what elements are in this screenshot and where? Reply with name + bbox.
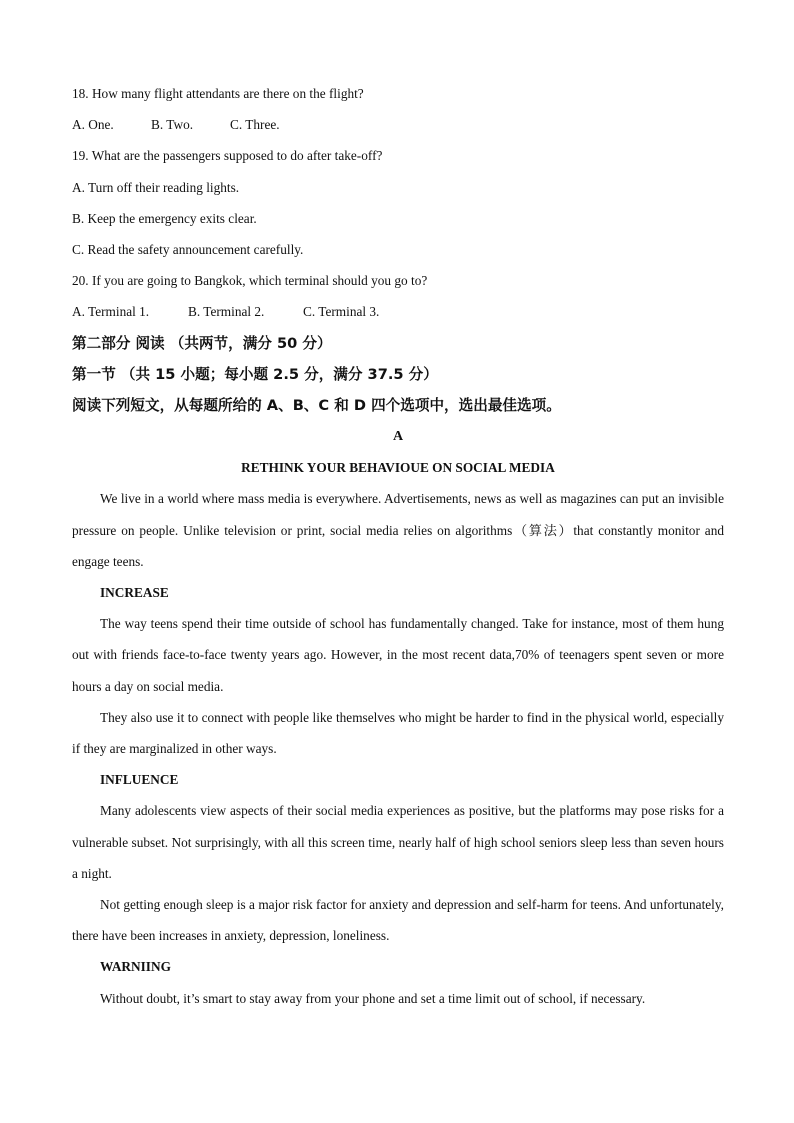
influence-paragraph-1: Many adolescents view aspects of their social media experiences as positive, but the platforms may pose risks for a vulnerable subset. Not surprisingly, with all this screen time, nearly half of high school seniors sleep less than seven hours a night. bbox=[72, 803, 724, 881]
section-heading-influence: INFLUENCE bbox=[100, 772, 179, 788]
question-19-option-b: B. Keep the emergency exits clear. bbox=[72, 210, 257, 226]
question-19-stem: 19. What are the passengers supposed to do after take-off? bbox=[72, 148, 383, 164]
question-18-option-b: B. Two. bbox=[151, 117, 194, 133]
passage-title: RETHINK YOUR BEHAVIOUE ON SOCIAL MEDIA bbox=[241, 460, 555, 476]
document-page bbox=[72, 78, 724, 1014]
section-sub-title: 第一节 （共 15 小题；每小题 2.5 分，满分 37.5 分） bbox=[72, 365, 438, 383]
section-heading-warning: WARNIING bbox=[100, 959, 171, 975]
question-20-option-b: B. Terminal 2. bbox=[188, 304, 265, 320]
increase-paragraph-1: The way teens spend their time outside of school has fundamentally changed. Take for instance, most of them hung out with friends face-to-face twenty years ago. However, in the most recent data,70% of teenagers spent seven or more hours a day on social media. bbox=[72, 616, 724, 694]
increase-paragraph-2: They also use it to connect with people like themselves who might be harder to find in the physical world, especially if they are marginalized in other ways. bbox=[72, 709, 724, 757]
question-20-option-c: C. Terminal 3. bbox=[303, 304, 380, 320]
question-20-option-a: A. Terminal 1. bbox=[72, 304, 150, 320]
passage-letter: A bbox=[392, 429, 404, 445]
warning-paragraph-1: Without doubt, it’s smart to stay away from your phone and set a time limit out of school, if necessary. bbox=[100, 990, 646, 1006]
question-18-options bbox=[72, 109, 724, 140]
question-20-options bbox=[72, 296, 724, 327]
question-18-option-c: C. Three. bbox=[230, 117, 280, 133]
question-19-option-a: A. Turn off their reading lights. bbox=[72, 179, 240, 195]
question-18-option-a: A. One. bbox=[72, 117, 114, 133]
question-20-stem: 20. If you are going to Bangkok, which terminal should you go to? bbox=[72, 273, 428, 289]
section-part-title: 第二部分 阅读 （共两节，满分 50 分） bbox=[72, 334, 332, 352]
section-heading-increase: INCREASE bbox=[100, 585, 169, 601]
section-instruction: 阅读下列短文，从每题所给的 A、B、C 和 D 四个选项中，选出最佳选项。 bbox=[72, 396, 561, 414]
question-18-stem: 18. How many flight attendants are there on the flight? bbox=[72, 86, 364, 101]
influence-paragraph-2: Not getting enough sleep is a major risk factor for anxiety and depression and self-harm for teens. And unfortunately, there have been increases in anxiety, depression, loneliness. bbox=[72, 897, 724, 944]
passage-intro-paragraph: We live in a world where mass media is everywhere. Advertisements, news as well as magazines can put an invisible pressure on people. Unlike television or print, social media relies on algorithms（算法）that constantly monitor and engage teens. bbox=[72, 491, 724, 569]
question-19-option-c: C. Read the safety announcement carefully. bbox=[72, 241, 304, 257]
